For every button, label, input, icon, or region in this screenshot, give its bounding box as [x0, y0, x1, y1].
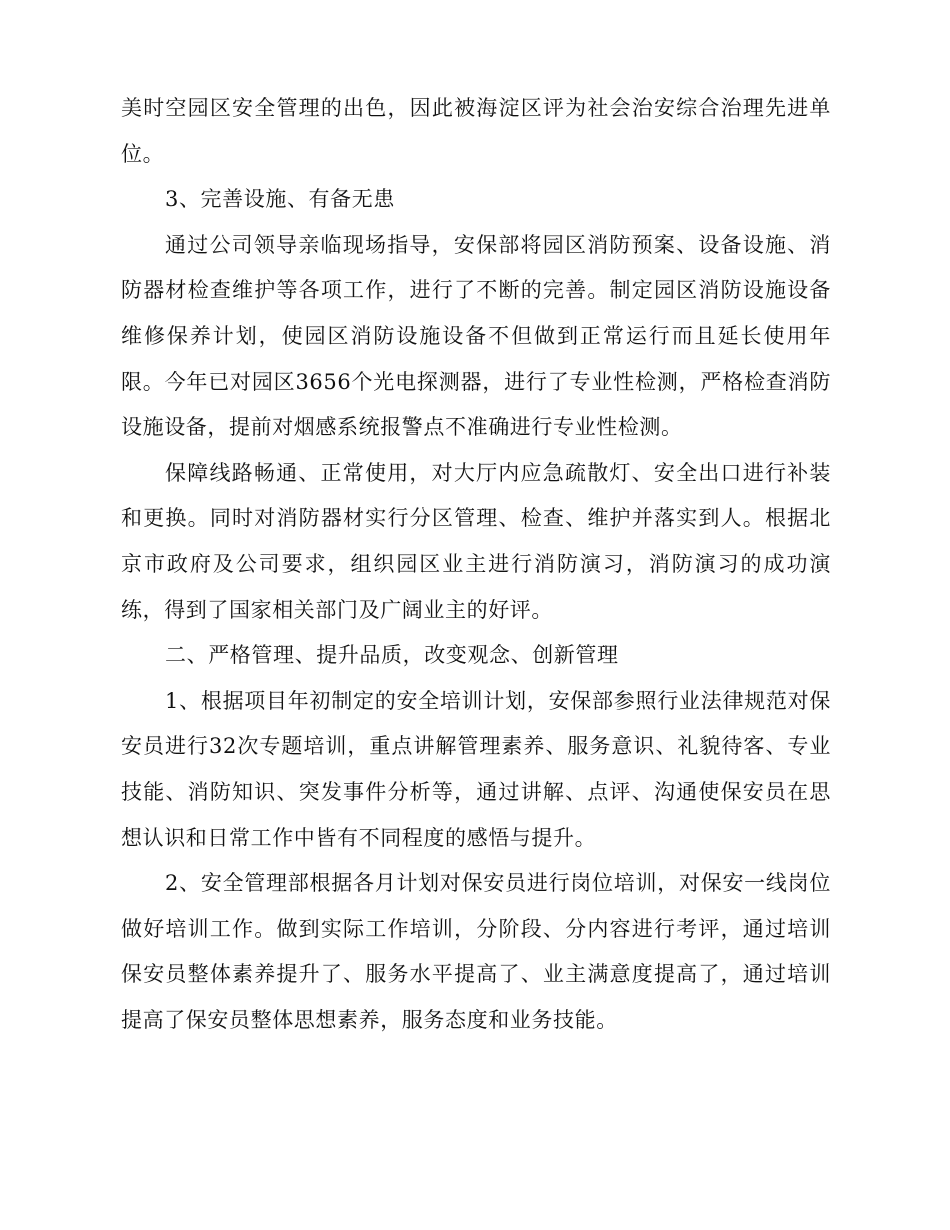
section-heading-facilities: 3、完善设施、有备无患: [165, 187, 395, 212]
paragraph-continued: 美时空园区安全管理的出色，因此被海淀区评为社会治安综合治理先进单位。: [121, 96, 831, 166]
paragraph-facilities: 通过公司领导亲临现场指导，安保部将园区消防预案、设备设施、消防器材检查维护等各项工作，进行了不断的完善。制定园区消防设施设备维修保养计划，使园区消防设施设备不但做到正常运行而且延长使用年限。今年已对园区3656个光电探测器，进行了专业性检测，严格检查消防设施设备，提前对烟感系统报警点不准确进行专业性检测。: [121, 232, 831, 440]
paragraph-training-2: 2、安全管理部根据各月计划对保安员进行岗位培训，对保安一线岗位做好培训工作。做到实际工作培训，分阶段、分内容进行考评，通过培训保安员整体素养提升了、服务水平提高了、业主满意度提高了，通过培训提高了保安员整体思想素养，服务态度和业务技能。: [121, 871, 831, 1032]
document-body: [121, 86, 831, 1043]
section-heading-management: 二、严格管理、提升品质，改变观念、创新管理: [165, 643, 619, 668]
paragraph-training-1: 1、根据项目年初制定的安全培训计划，安保部参照行业法律规范对保安员进行32次专题培训，重点讲解管理素养、服务意识、礼貌待客、专业技能、消防知识、突发事件分析等，通过讲解、点评、沟通使保安员在思想认识和日常工作中皆有不同程度的感悟与提升。: [121, 688, 831, 850]
paragraph-lines: 保障线路畅通、正常使用，对大厅内应急疏散灯、安全出口进行补装和更换。同时对消防器材实行分区管理、检查、维护并落实到人。根据北京市政府及公司要求，组织园区业主进行消防演习，消防演习的成功演练，得到了国家相关部门及广阔业主的好评。: [121, 460, 831, 622]
